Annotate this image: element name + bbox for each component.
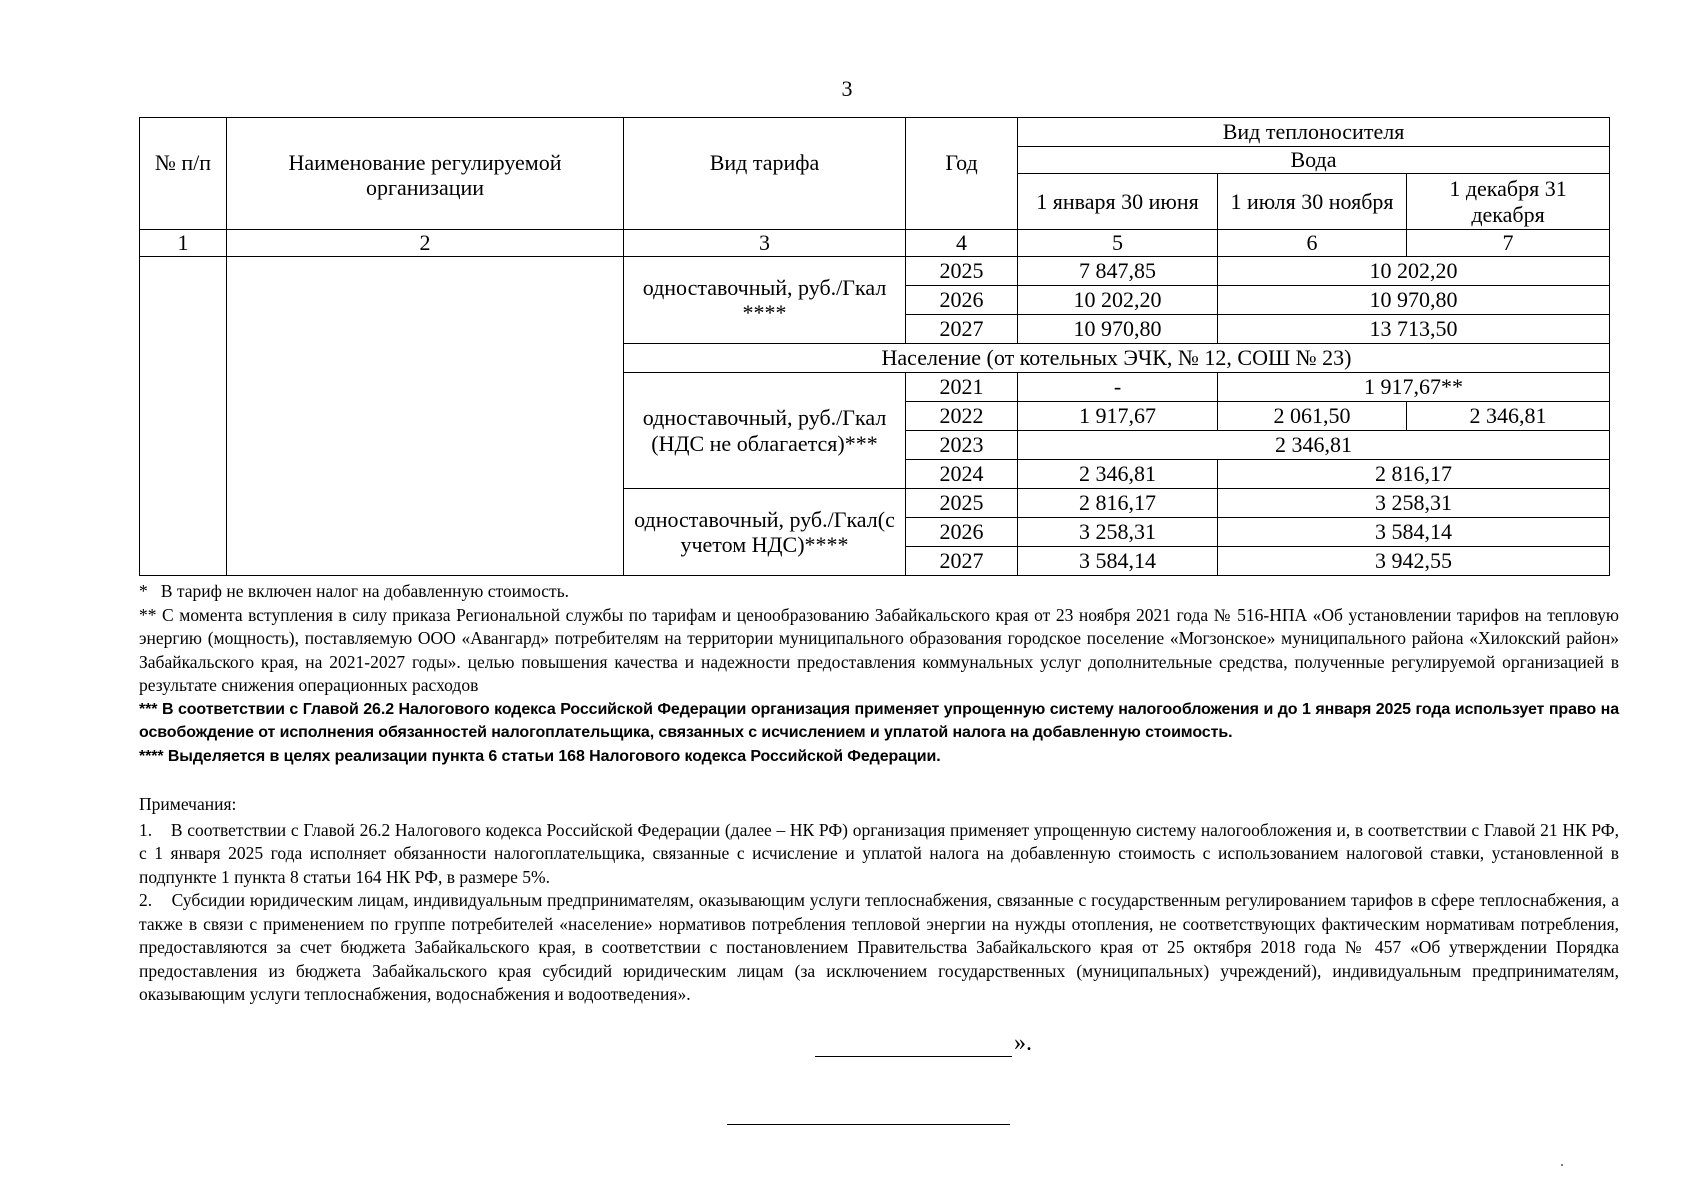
value-cell: 2 816,17 [1018, 489, 1218, 518]
notes [139, 793, 1619, 1007]
value-cell: 2 816,17 [1218, 460, 1610, 489]
value-cell: 2 346,81 [1018, 431, 1610, 460]
value-cell: 13 713,50 [1218, 315, 1610, 344]
footnote-1: * В тариф не включен налог на добавленную стоимость. [139, 581, 570, 601]
value-cell: 3 942,55 [1218, 547, 1610, 576]
year-cell: 2025 [906, 257, 1018, 286]
empty-num-cell [140, 257, 227, 576]
column-number: 3 [624, 230, 906, 257]
header-tariff-type: Вид тарифа [624, 118, 906, 230]
scan-speck [1561, 1164, 1563, 1166]
value-cell: - [1018, 373, 1218, 402]
column-number: 1 [140, 230, 227, 257]
value-cell: 1 917,67 [1018, 402, 1218, 431]
column-number: 6 [1218, 230, 1407, 257]
page-number: 3 [841, 76, 853, 101]
value-cell: 2 346,81 [1407, 402, 1610, 431]
tariff-type-cell: одноставочный, руб./Гкал (НДС не облагается)*** [624, 373, 906, 489]
value-cell: 10 970,80 [1218, 286, 1610, 315]
year-cell: 2026 [906, 518, 1018, 547]
bottom-divider [727, 1124, 1010, 1125]
value-cell: 3 584,14 [1218, 518, 1610, 547]
value-cell: 10 202,20 [1218, 257, 1610, 286]
section-population: Население (от котельных ЭЧК, № 12, СОШ № 23) [624, 344, 1610, 373]
year-cell: 2026 [906, 286, 1018, 315]
signature-line [815, 1034, 1012, 1057]
year-cell: 2024 [906, 460, 1018, 489]
tariff-table [139, 117, 1610, 576]
column-number: 4 [906, 230, 1018, 257]
footnote-4: **** Выделяется в целях реализации пункта 6 статьи 168 Налогового кодекса Российской Федерации. [139, 747, 941, 765]
tariff-type-cell: одноставочный, руб./Гкал **** [624, 257, 906, 344]
footnotes [139, 580, 1619, 768]
value-cell: 10 970,80 [1018, 315, 1218, 344]
header-water: Вода [1018, 147, 1610, 174]
header-coolant: Вид теплоносителя [1018, 118, 1610, 147]
value-cell: 3 584,14 [1018, 547, 1218, 576]
value-cell: 1 917,67** [1218, 373, 1610, 402]
value-cell: 10 202,20 [1018, 286, 1218, 315]
value-cell: 3 258,31 [1018, 518, 1218, 547]
note-1: 1. В соответствии с Главой 26.2 Налогового кодекса Российской Федерации (далее – НК РФ) организация применяет упрощенную систему налогообложения и, в соответствии с Главой 21 НК РФ, с 1 января 2025 года исполняет обязанности налогоплательщика, связанные с исчисление и уплатой налога на добавленную стоимость с использованием налоговой ставки, установленной в подпункте 1 пункта 8 статьи 164 НК РФ, в размере 5%. [139, 819, 1619, 887]
header-year: Год [906, 118, 1018, 230]
closing-signature [815, 1030, 1032, 1057]
header-period-jan-jun: 1 января 30 июня [1018, 174, 1218, 230]
year-cell: 2025 [906, 489, 1018, 518]
tariff-type-cell: одноставочный, руб./Гкал(с учетом НДС)**** [624, 489, 906, 576]
footnote-3: *** В соответствии с Главой 26.2 Налогового кодекса Российской Федерации организация применяет упрощенную систему налогообложения и до 1 января 2025 года использует право на освобождение от исполнения обязанностей налогоплательщика, связанных с исчислением и уплатой налога на добавленную стоимость. [139, 700, 1619, 741]
value-cell: 3 258,31 [1218, 489, 1610, 518]
value-cell: 2 346,81 [1018, 460, 1218, 489]
header-org-name: Наименование регулируемой организации [227, 118, 624, 230]
header-period-dec: 1 декабря 31 декабря [1407, 174, 1610, 230]
column-number: 7 [1407, 230, 1610, 257]
column-number: 5 [1018, 230, 1218, 257]
closing-quote: ». [1014, 1030, 1032, 1056]
note-2: 2. Субсидии юридическим лицам, индивидуальным предпринимателям, оказывающим услуги теплоснабжения, связанные с государственным регулированием тарифов в сфере теплоснабжения, а также в связи с применением по группе потребителей «население» нормативов потребления тепловой энергии на нужды отопления, не соответствующих фактическим нормативам потребления, предоставляются за счет бюджета Забайкальского края, в соответствии с постановлением Правительства Забайкальского края от 25 октября 2018 года № 457 «Об утверждении Порядка предоставления из бюджета Забайкальского края субсидий юридическим лицам (за исключением государственных (муниципальных) учреждений), индивидуальным предпринимателям, оказывающим услуги теплоснабжения, водоснабжения и водоотведения». [139, 890, 1619, 1004]
year-cell: 2027 [906, 315, 1018, 344]
header-num: № п/п [140, 118, 227, 230]
notes-title: Примечания: [139, 794, 237, 814]
empty-org-cell [227, 257, 624, 576]
column-number: 2 [227, 230, 624, 257]
value-cell: 2 061,50 [1218, 402, 1407, 431]
year-cell: 2023 [906, 431, 1018, 460]
table-row [140, 257, 1610, 286]
header-period-jul-nov: 1 июля 30 ноября [1218, 174, 1407, 230]
year-cell: 2027 [906, 547, 1018, 576]
year-cell: 2021 [906, 373, 1018, 402]
footnote-2: ** С момента вступления в силу приказа Региональной службы по тарифам и ценообразованию Забайкальского края от 23 ноября 2021 года № 516-НПА «Об установлении тарифов на тепловую энергию (мощность), поставляемую ООО «Авангард» потребителям на территории муниципального образования городское поселение «Могзонское» муниципального района «Хилокский район» Забайкальского края, на 2021-2027 годы». целью повышения качества и надежности предоставления коммунальных услуг дополнительные средства, полученные регулируемой организацией в результате снижения операционных расходов [139, 604, 1619, 695]
value-cell: 7 847,85 [1018, 257, 1218, 286]
year-cell: 2022 [906, 402, 1018, 431]
